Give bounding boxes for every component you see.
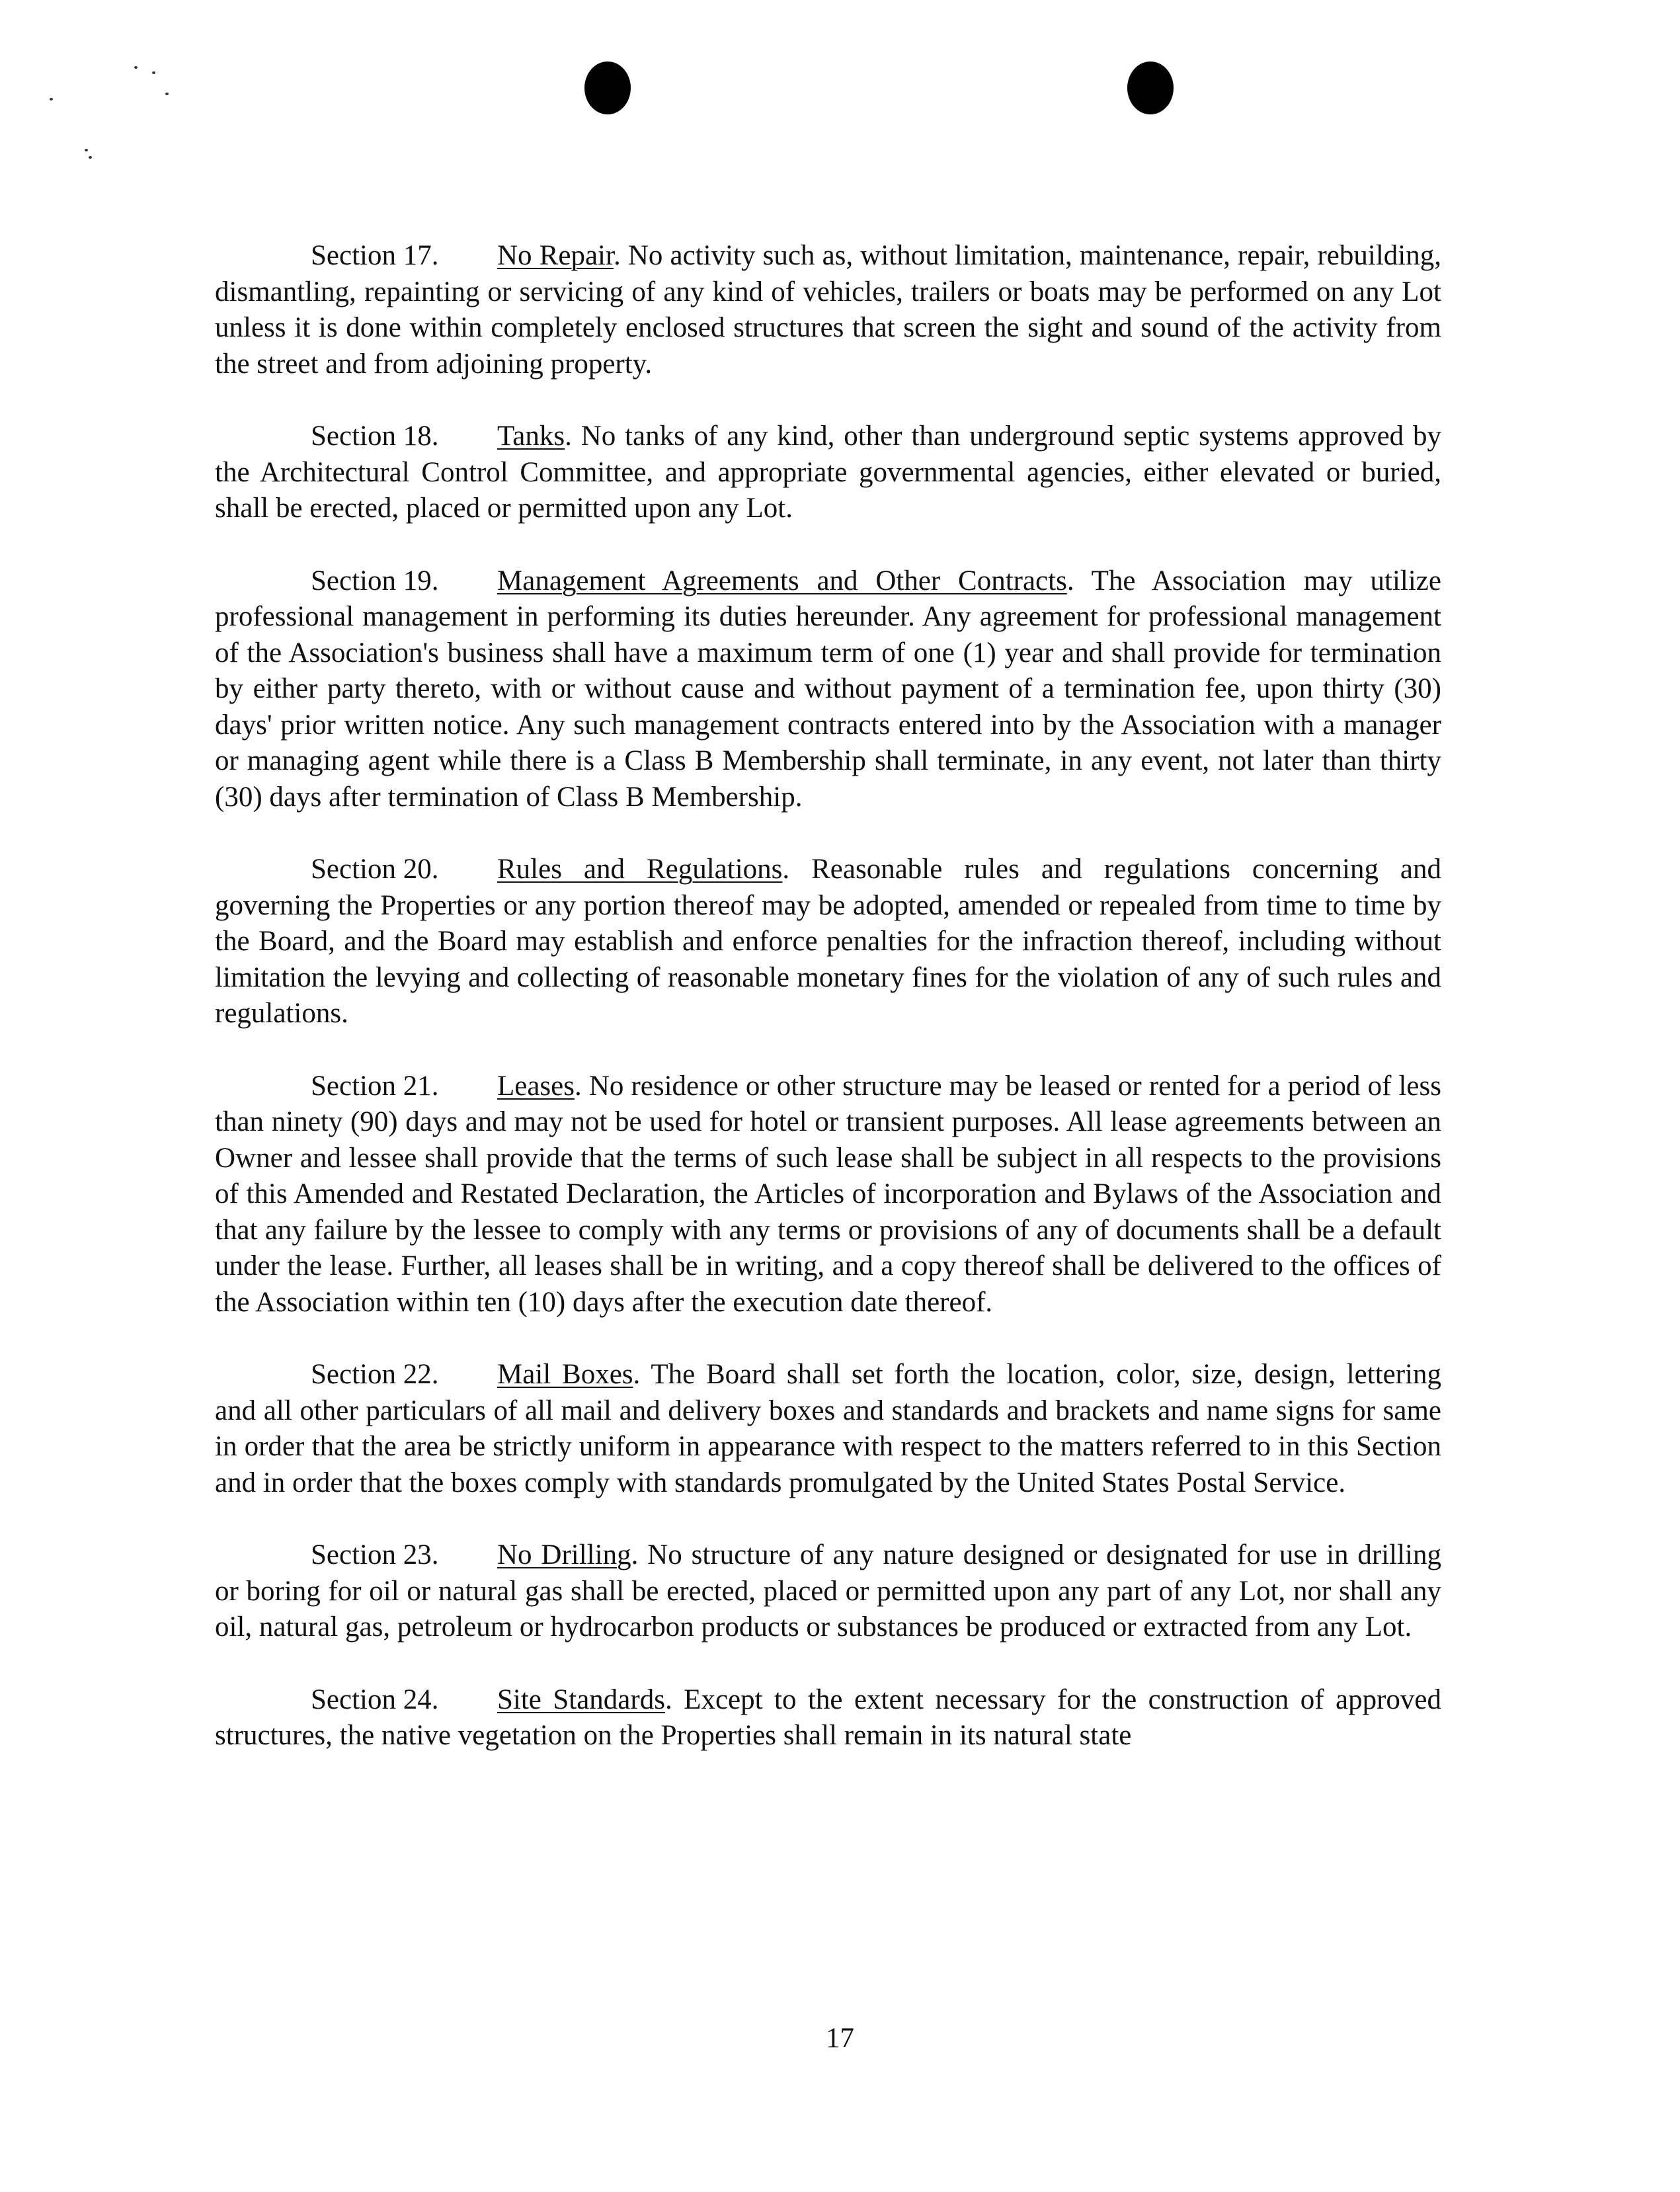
section-20 (215, 852, 1441, 1032)
section-22 (215, 1357, 1441, 1501)
section-number: Section 18. (311, 421, 439, 452)
section-text: . Reasonable rules and regulations concerning and governing the Properties or any portion thereof may be adopted, amended or repealed from time to time by the Board, and the Board may establish and enforce penalties for the infraction thereof, including without limitation the levying and collecting of reasonable monetary fines for the violation of any of such rules and regulations. (215, 854, 1442, 1029)
section-title: Mail Boxes (497, 1359, 633, 1390)
section-title: Tanks (497, 421, 565, 452)
section-number: Section 21. (311, 1070, 439, 1102)
section-text: . No activity such as, without limitation, maintenance, repair, rebuilding, dismantling, repainting or servicing of any kind of vehicles, trailers or boats may be performed on any Lot unless it is done within completely enclosed structures that screen the sight and sound of the activity from the street and from adjoining property. (215, 240, 1441, 380)
section-21 (215, 1069, 1441, 1321)
section-text: . Except to the extent necessary for the construction of approved structures, the native vegetation on the Properties shall remain in its natural state (215, 1684, 1441, 1751)
section-title: Site Standards (497, 1684, 665, 1715)
section-text: . No residence or other structure may be leased or rented for a period of less than ninety (90) days and may not be used for hotel or transient purposes. All lease agreements between an Owner and lessee shall provide that the terms of such lease shall be subject in all respects to the provisions of this Amended and Restated Declaration, the Articles of incorporation and Bylaws of the Association and that any failure by the lessee to comply with any terms or provisions of any of documents shall be a default under the lease. Further, all leases shall be in writing, and a copy thereof shall be delivered to the offices of the Association within ten (10) days after the execution date thereof. (215, 1070, 1441, 1318)
section-24 (215, 1682, 1441, 1754)
section-number: Section 19. (311, 565, 439, 596)
scan-speck (85, 149, 88, 151)
scan-speck (134, 66, 138, 69)
section-text: . No tanks of any kind, other than underground septic systems approved by the Architectural Control Committee, and appropriate governmental agencies, either elevated or buried, shall be erected, placed or permitted upon any Lot. (215, 421, 1441, 524)
section-number: Section 23. (311, 1539, 439, 1570)
page-number: 17 (826, 2023, 854, 2054)
section-number: Section 17. (311, 240, 439, 271)
section-number: Section 20. (311, 854, 439, 885)
section-17 (215, 238, 1441, 382)
punch-hole-right (1127, 61, 1174, 114)
section-number: Section 22. (311, 1359, 439, 1390)
section-title: No Drilling (497, 1539, 631, 1570)
scan-speck (50, 98, 53, 101)
section-title: Leases (497, 1070, 575, 1102)
section-18 (215, 419, 1441, 527)
section-title: Management Agreements and Other Contracts (497, 565, 1067, 596)
scan-speck (152, 71, 155, 74)
section-19 (215, 563, 1441, 816)
section-text: . No structure of any nature designed or designated for use in drilling or boring for oil or natural gas shall be erected, placed or permitted upon any part of any Lot, nor shall any oil, natural gas, petroleum or hydrocarbon products or substances be produced or extracted from any Lot. (215, 1539, 1441, 1643)
section-title: Rules and Regulations (497, 854, 783, 885)
section-number: Section 24. (311, 1684, 439, 1715)
scan-speck (89, 156, 92, 159)
scan-speck (165, 93, 169, 95)
section-text: . The Board shall set forth the location, color, size, design, lettering and all other particulars of all mail and delivery boxes and standards and brackets and name signs for same in order that the area be strictly uniform in appearance with respect to the matters referred to in this Section and in order that the boxes comply with standards promulgated by the United States Postal Service. (215, 1359, 1441, 1498)
section-23 (215, 1537, 1441, 1646)
section-title: No Repair (497, 240, 614, 271)
document-body (215, 238, 1441, 1791)
punch-hole-left (584, 61, 631, 114)
section-text: . The Association may utilize professional management in performing its duties hereunder. Any agreement for professional management of the Association's business shall have a maximum term of one (1) year and shall provide for termination by either party thereto, with or without cause and without payment of a termination fee, upon thirty (30) days' prior written notice. Any such management contracts entered into by the Association with a manager or managing agent while there is a Class B Membership shall terminate, in any event, not later than thirty (30) days after termination of Class B Membership. (215, 565, 1441, 813)
